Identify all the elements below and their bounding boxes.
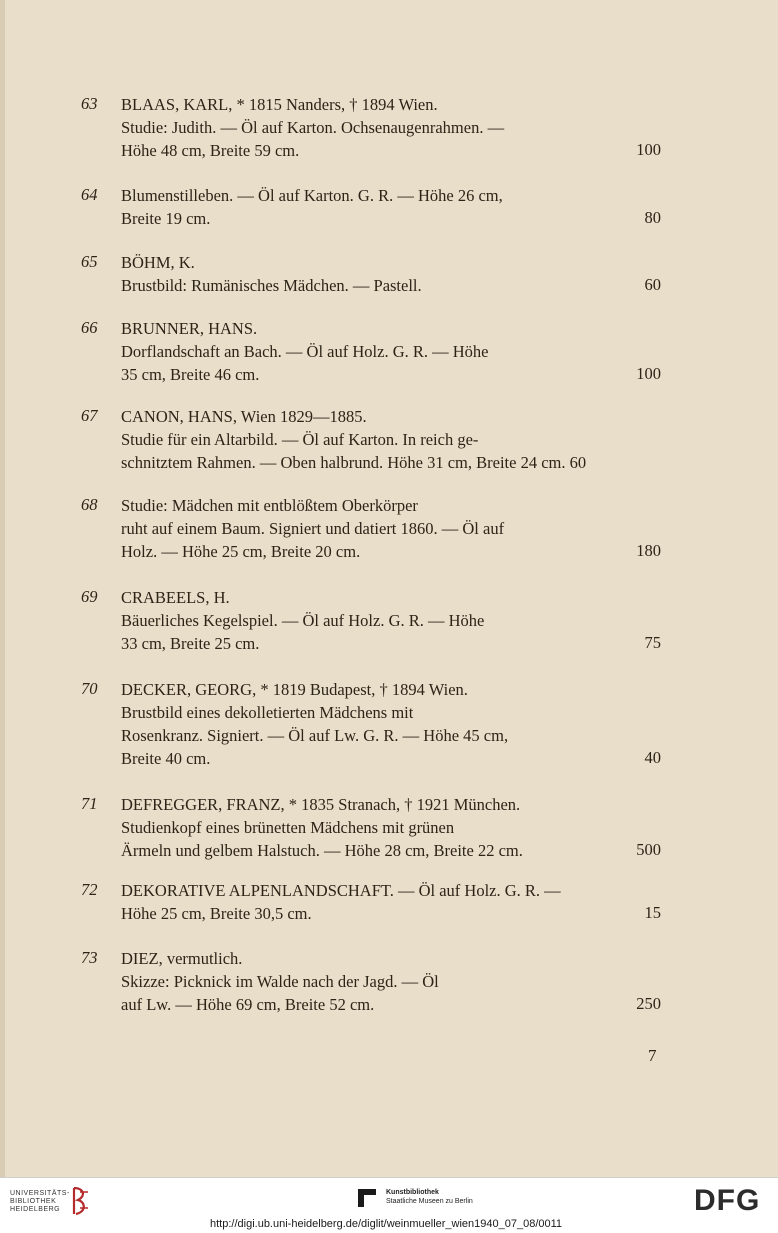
entry-artist: CRABEELS, H. [121, 588, 230, 607]
entry-price: 250 [636, 994, 661, 1013]
entry-description: Studie: Judith. — Öl auf Karton. Ochsenaugenrahmen. — [121, 118, 505, 137]
entry-number: 72 [81, 880, 98, 899]
entry-price: 100 [636, 140, 661, 159]
entry-artist: BÖHM, K. [121, 253, 195, 272]
entry-artist: BLAAS, KARL, * 1815 Nanders, † 1894 Wien. [121, 95, 438, 114]
entry-number: 65 [81, 252, 98, 271]
entry-description: Studienkopf eines brünetten Mädchens mit grünen [121, 818, 455, 837]
entry-dimensions: Breite 40 cm. [121, 749, 211, 768]
dfg-logo: DFG [694, 1184, 761, 1217]
entry-artist: DIEZ, vermutlich. [121, 949, 243, 968]
entry-artist: DEFREGGER, FRANZ, * 1835 Stranach, † 1921 München. [121, 795, 521, 814]
entry-description: Rosenkranz. Signiert. — Öl auf Lw. G. R. — Höhe 45 cm, [121, 726, 509, 745]
source-url-link[interactable]: http://digi.ub.uni-heidelberg.de/diglit/weinmueller_wien1940_07_08/0011 [210, 1218, 563, 1230]
entry-number: 68 [81, 495, 98, 514]
digitization-footer [0, 1177, 778, 1233]
entry-description: Brustbild eines dekolletierten Mädchens mit [121, 703, 414, 722]
entry-artist: CANON, HANS, Wien 1829—1885. [121, 407, 367, 426]
entry-number: 71 [81, 794, 98, 813]
entry-dimensions: Höhe 25 cm, Breite 30,5 cm. [121, 904, 312, 923]
kunstbibliothek-label [386, 1188, 473, 1206]
page-number: 7 [648, 1046, 657, 1065]
entry-number: 63 [81, 94, 98, 113]
kunstbibliothek-name: Kunstbibliothek [386, 1189, 439, 1196]
entry-artist: DECKER, GEORG, * 1819 Budapest, † 1894 Wien. [121, 680, 468, 699]
entry-description: Studie: Mädchen mit entblößtem Oberkörper [121, 496, 418, 515]
entry-price: 15 [644, 903, 661, 922]
library-line: HEIDELBERG [10, 1206, 61, 1213]
entry-description: Dorflandschaft an Bach. — Öl auf Holz. G. R. — Höhe [121, 342, 489, 361]
entry-artist: BRUNNER, HANS. [121, 319, 258, 338]
entry-description: Skizze: Picknick im Walde nach der Jagd. — Öl [121, 972, 439, 991]
entry-price: 180 [636, 541, 661, 560]
entry-price: 40 [644, 748, 661, 767]
entry-description: Blumenstilleben. — Öl auf Karton. G. R. — Höhe 26 cm, [121, 186, 503, 205]
entry-dimensions: Ärmeln und gelbem Halstuch. — Höhe 28 cm, Breite 22 cm. [121, 841, 523, 860]
kunstbibliothek-logo-icon [356, 1187, 378, 1209]
entry-description: DEKORATIVE ALPENLANDSCHAFT. — Öl auf Holz. G. R. — [121, 881, 561, 900]
entry-number: 69 [81, 587, 98, 606]
entry-dimensions: schnitztem Rahmen. — Oben halbrund. Höhe 31 cm, Breite 24 cm. 60 [121, 453, 587, 472]
entry-dimensions: 33 cm, Breite 25 cm. [121, 634, 260, 653]
entry-description: ruht auf einem Baum. Signiert und datiert 1860. — Öl auf [121, 519, 505, 538]
entry-number: 64 [81, 185, 98, 204]
entry-dimensions: auf Lw. — Höhe 69 cm, Breite 52 cm. [121, 995, 375, 1014]
entry-dimensions: 35 cm, Breite 46 cm. [121, 365, 260, 384]
library-name [10, 1190, 70, 1214]
entry-number: 66 [81, 318, 98, 337]
entry-number: 73 [81, 948, 98, 967]
entry-description: Studie für ein Altarbild. — Öl auf Karton. In reich ge- [121, 430, 479, 449]
library-line: BIBLIOTHEK [10, 1198, 57, 1205]
entry-price: 80 [644, 208, 661, 227]
entry-price: 75 [644, 633, 661, 652]
entry-dimensions: Holz. — Höhe 25 cm, Breite 20 cm. [121, 542, 361, 561]
entry-price: 60 [644, 275, 661, 294]
museen-name: Staatliche Museen zu Berlin [386, 1198, 473, 1205]
entry-description: Bäuerliches Kegelspiel. — Öl auf Holz. G. R. — Höhe [121, 611, 485, 630]
entry-dimensions: Höhe 48 cm, Breite 59 cm. [121, 141, 300, 160]
entry-price: 100 [636, 364, 661, 383]
library-line: UNIVERSITÄTS- [10, 1190, 70, 1197]
ub-heidelberg-logo-icon [68, 1186, 92, 1216]
entry-dimensions: Breite 19 cm. [121, 209, 211, 228]
entry-price: 500 [636, 840, 661, 859]
entry-number: 70 [81, 679, 98, 698]
entry-number: 67 [81, 406, 98, 425]
entry-description: Brustbild: Rumänisches Mädchen. — Pastell. [121, 276, 422, 295]
